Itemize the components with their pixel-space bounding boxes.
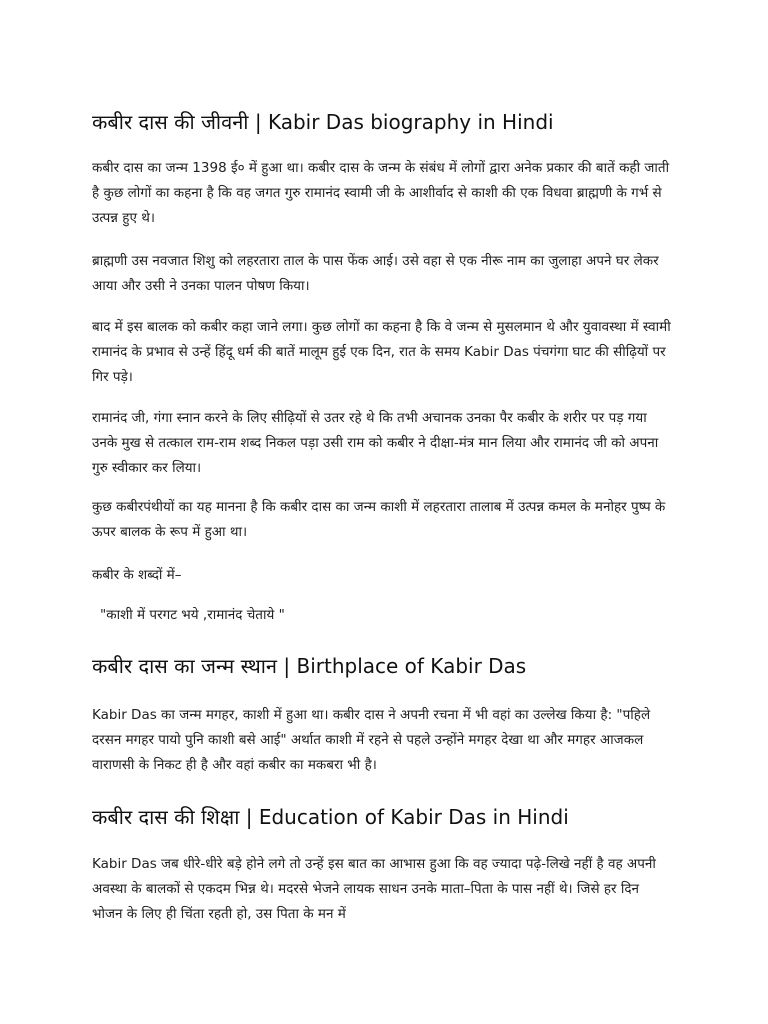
paragraph-ramanand: रामानंद जी, गंगा स्नान करने के लिए सीढ़ियों से उतर रहे थे कि तभी अचानक उनका पैर कबीर के शरीर पर पड़ गया उनके मुख से तत्काल राम-राम शब्द निकल पड़ा उसी राम को कबीर ने दीक्षा-मंत्र मान लिया और रामानंद जी को अपना गुरु स्वीकार कर लिया। bbox=[92, 410, 659, 476]
heading-birthplace: कबीर दास का जन्म स्थान | Birthplace of Kabir Das bbox=[92, 654, 527, 678]
heading-biography: कबीर दास की जीवनी | Kabir Das biography in Hindi bbox=[92, 110, 554, 134]
paragraph-kabir-name: बाद में इस बालक को कबीर कहा जाने लगा। कुछ लोगों का कहना है कि वे जन्म से मुसलमान थे और युवावस्था में स्वामी रामानंद के प्रभाव से उन्हें हिंदू धर्म की बातें मालूम हुई एक दिन, रात के समय Kabir Das पंचगंगा घाट की सीढ़ियों पर गिर पड़े। bbox=[92, 319, 671, 385]
heading-education: कबीर दास की शिक्षा | Education of Kabir Das in Hindi bbox=[92, 805, 569, 829]
paragraph-birth-1398: कबीर दास का जन्म 1398 ई० में हुआ था। कबीर दास के जन्म के संबंध में लोगों द्वारा अनेक प्रकार की बातें कही जाती है कुछ लोगों का कहना है कि वह जगत गुरु रामानंद स्वामी जी के आशीर्वाद से काशी की एक विधवा ब्राह्मणी के गर्भ से उत्पन्न हुए थे। bbox=[92, 160, 670, 226]
quote-kashi: "काशी में परगट भये ,रामानंद चेताये " bbox=[100, 607, 285, 623]
paragraph-birthplace: Kabir Das का जन्म मगहर, काशी में हुआ था। कबीर दास ने अपनी रचना में भी वहां का उल्लेख किया है: "पहिले दरसन मगहर पायो पुनि काशी बसे आई" अर्थात काशी में रहने से पहले उन्होंने मगहर देखा था और मगहर आजकल वाराणसी के निकट ही है और वहां कबीर का मकबरा भी है। bbox=[92, 707, 651, 773]
paragraph-kabirpanthi: कुछ कबीरपंथीयों का यह मानना है कि कबीर दास का जन्म काशी में लहरतारा तालाब में उत्पन्न कमल के मनोहर पुष्प के ऊपर बालक के रूप में हुआ था। bbox=[92, 499, 666, 540]
paragraph-brahmani: ब्राह्मणी उस नवजात शिशु को लहरतारा ताल के पास फेंक आई। उसे वहा से एक नीरू नाम का जुलाहा अपने घर लेकर आया और उसी ने उनका पालन पोषण किया। bbox=[92, 253, 659, 294]
paragraph-kabir-words-intro: कबीर के शब्दों में– bbox=[92, 567, 182, 583]
paragraph-education: Kabir Das जब धीरे-धीरे बड़े होने लगे तो उन्हें इस बात का आभास हुआ कि वह ज्यादा पढ़े-लिखे नहीं है वह अपनी अवस्था के बालकों से एकदम भिन्न थे। मदरसे भेजने लायक साधन उनके माता–पिता के पास नहीं थे। जिसे हर दिन भोजन के लिए ही चिंता रहती हो, उस पिता के मन में bbox=[92, 856, 656, 922]
